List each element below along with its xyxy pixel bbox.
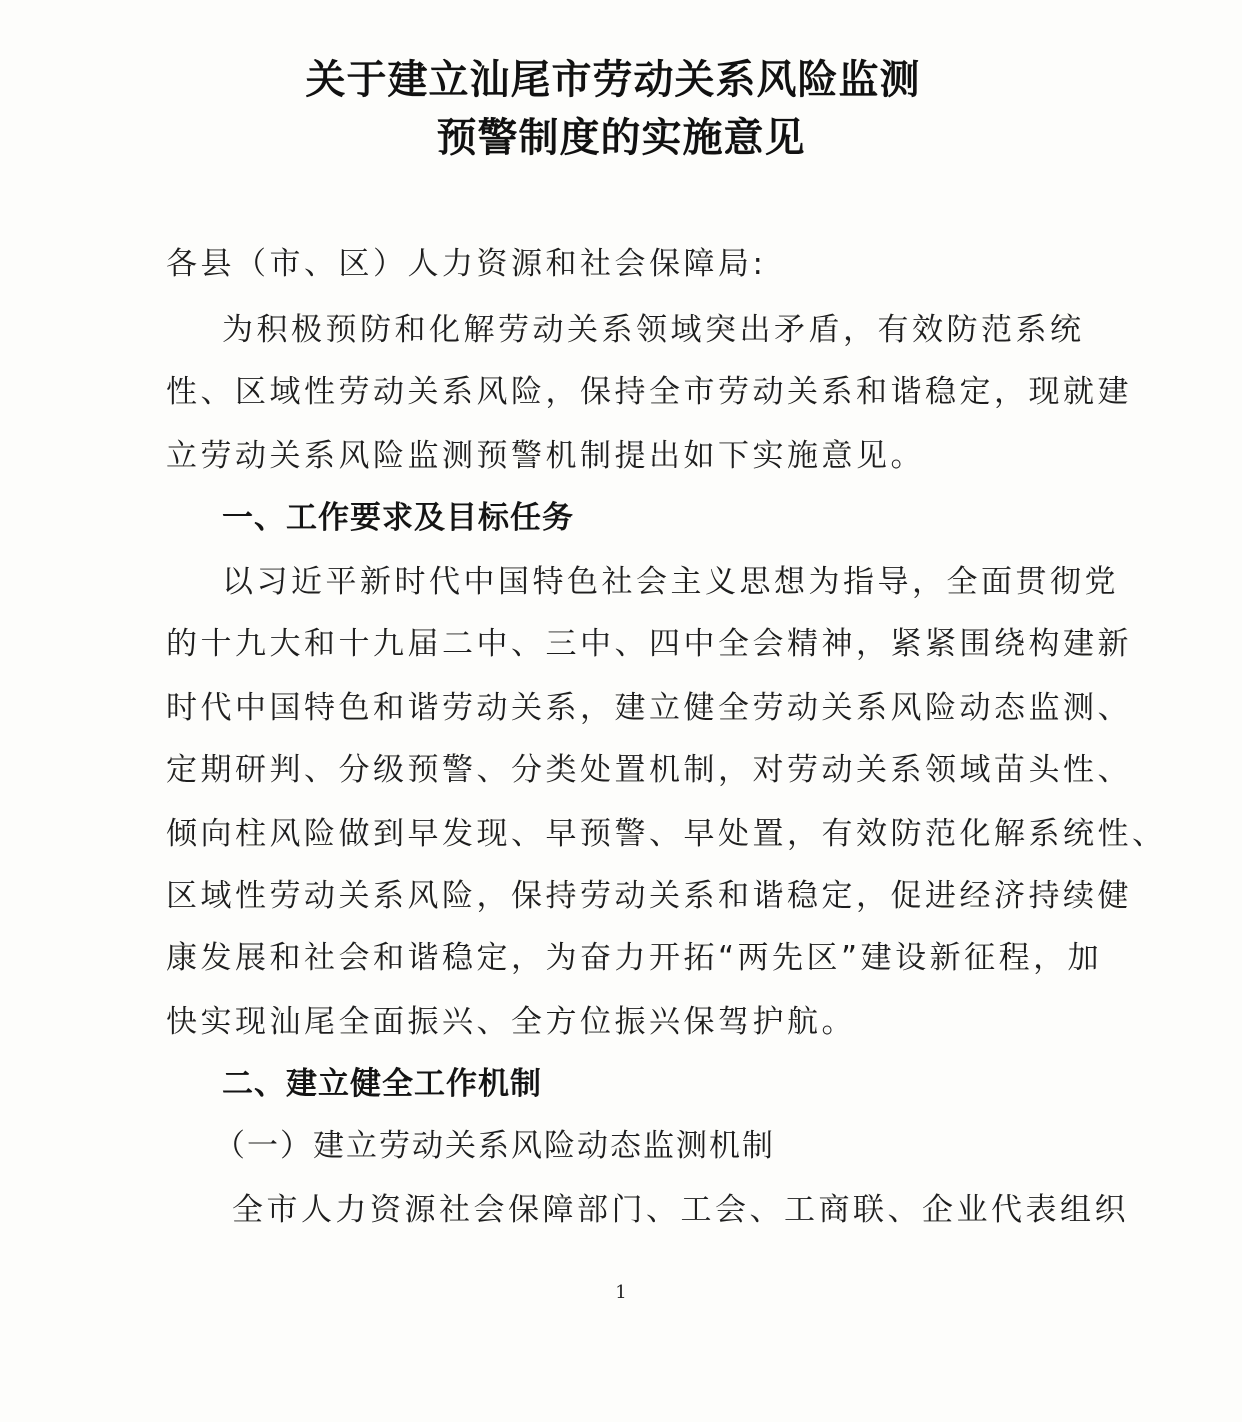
intro-line: 性、区域性劳动关系风险，保持全市劳动关系和谐稳定，现就建 — [166, 374, 1132, 410]
section-2-line: 全市人力资源社会保障部门、工会、工商联、企业代表组织 — [232, 1192, 1129, 1228]
section-1-line: 定期研判、分级预警、分类处置机制，对劳动关系领域苗头性、 — [166, 752, 1132, 788]
section-1-line: 区域性劳动关系风险，保持劳动关系和谐稳定，促进经济持续健 — [166, 878, 1132, 914]
section-1-line: 的十九大和十九届二中、三中、四中全会精神，紧紧围绕构建新 — [166, 626, 1132, 662]
document-title-line-2: 预警制度的实施意见 — [436, 114, 806, 161]
intro-line: 立劳动关系风险监测预警机制提出如下实施意见。 — [166, 438, 925, 474]
section-1-heading: 一、工作要求及目标任务 — [222, 500, 574, 536]
section-2-subheading: （一）建立劳动关系风险动态监测机制 — [214, 1128, 775, 1164]
section-1-line: 快实现汕尾全面振兴、全方位振兴保驾护航。 — [166, 1004, 856, 1040]
page-number: 1 — [615, 1282, 627, 1303]
salutation: 各县（市、区）人力资源和社会保障局: — [166, 246, 767, 282]
intro-line: 为积极预防和化解劳动关系领域突出矛盾，有效防范系统 — [222, 312, 1085, 348]
document-title-line-1: 关于建立汕尾市劳动关系风险监测 — [305, 56, 921, 103]
section-1-line: 康发展和社会和谐稳定，为奋力开拓“两先区”建设新征程，加 — [166, 940, 1103, 976]
section-1-line: 时代中国特色和谐劳动关系，建立健全劳动关系风险动态监测、 — [166, 690, 1132, 726]
section-2-heading: 二、建立健全工作机制 — [222, 1066, 542, 1102]
section-1-line: 以习近平新时代中国特色社会主义思想为指导，全面贯彻党 — [222, 564, 1119, 600]
section-1-line: 倾向柱风险做到早发现、早预警、早处置，有效防范化解系统性、 — [166, 816, 1167, 852]
